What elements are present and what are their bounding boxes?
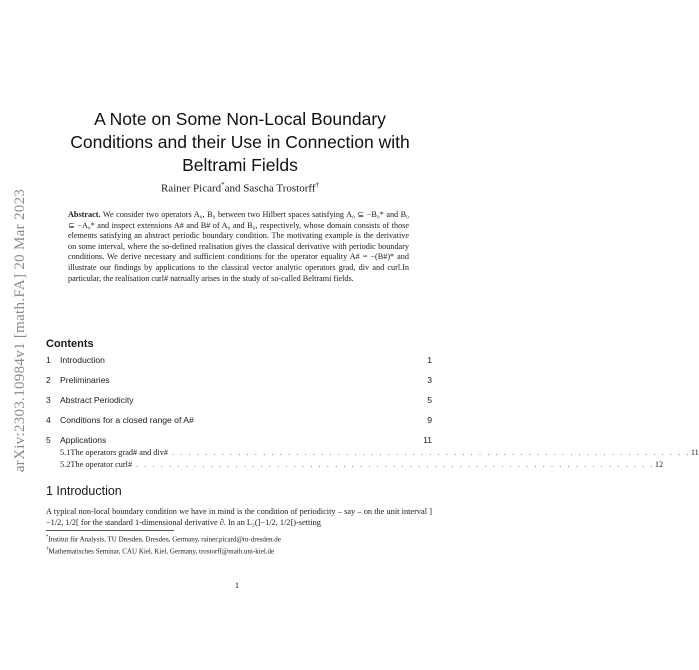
abstract-text: We consider two operators A₀, B₀ between two Hilbert spaces satisfying A₀ ⊆ −B₀* and B₀ ⊆ −A₀* and inspect extensions A# and B# of A₀ and B₀, respectively, whose domain consists of those elements satisfying an abstract periodic boundary condition. The motivating example is the derivative on some interval, where the so-defined realisation gives the classical derivative with periodic boundary conditions. We derive necessary and sufficient conditions for the operator equality A# = −(B#)* and illustrate our findings by applications to the classical vector analytic operators grad, div and curl.In particular, the realisation curl# natrually arises in the study of so-called Beltrami fields. bbox=[68, 210, 409, 283]
footnote-affiliation-2 bbox=[46, 545, 432, 557]
toc-entry-page: 11 bbox=[423, 435, 432, 445]
footnotes bbox=[46, 533, 432, 557]
toc-entry[interactable] bbox=[46, 415, 432, 428]
toc-entry-page: 1 bbox=[427, 355, 432, 365]
toc-entry-number: 4 bbox=[46, 415, 51, 425]
page-number: 1 bbox=[234, 580, 240, 590]
author-line bbox=[60, 181, 420, 195]
introduction-paragraph: A typical non-local boundary condition we have in mind is the condition of periodicity – say – on the unit interval ]−1/2, 1/2[ for the standard 1-dimensional derivative ∂. In an L₂(]−1/2, 1/2[)-setting bbox=[46, 507, 432, 527]
footnote-text: Mathematisches Seminar, CAU Kiel, Kiel, Germany, trostorff@math.uni-kiel.de bbox=[48, 547, 275, 556]
toc-entry-page: 5 bbox=[427, 395, 432, 405]
arxiv-identifier-stamp bbox=[6, 180, 36, 480]
toc-subentry-label: The operators grad# and div# bbox=[70, 448, 169, 457]
toc-entry-number: 2 bbox=[46, 375, 51, 385]
toc-entry[interactable] bbox=[46, 395, 432, 408]
author-conjunction: and Sascha Trostorff bbox=[224, 182, 316, 195]
abstract-label: Abstract. bbox=[68, 210, 101, 219]
paper-title: A Note on Some Non-Local Boundary Conditions and their Use in Connection with Beltrami Fields bbox=[70, 109, 410, 175]
toc-leader-dots: . . . . . . . . . . . . . . . . . . . . . . . . . . . . . . . . . . . . . . . . . . . . . . . . . . . . . . . . . . . . . . . bbox=[172, 449, 691, 457]
toc-entry-number: 1 bbox=[46, 355, 51, 365]
contents-heading: Contents bbox=[46, 338, 94, 350]
toc-subentry-number: 5.1 bbox=[60, 448, 71, 457]
toc-leader-dots: . . . . . . . . . . . . . . . . . . . . . . . . . . . . . . . . . . . . . . . . . . . . . . . . . . . . . . . . . . . . . . . bbox=[136, 461, 655, 469]
footnote-mark: † bbox=[46, 546, 49, 552]
toc-subentry-label: The operator curl# bbox=[70, 460, 133, 469]
toc-entry[interactable] bbox=[46, 375, 432, 388]
toc-entry-number: 3 bbox=[46, 395, 51, 405]
footnote-rule bbox=[46, 530, 174, 531]
abstract bbox=[68, 210, 409, 284]
toc-entry-number: 5 bbox=[46, 435, 51, 445]
author-name: Rainer Picard bbox=[160, 182, 222, 195]
toc-subentry-page: 11 bbox=[690, 448, 699, 457]
toc-subentry[interactable] bbox=[46, 460, 664, 473]
toc-entry-page: 9 bbox=[427, 415, 432, 425]
toc-entry-label: Applications bbox=[60, 435, 107, 445]
toc-entry-label: Conditions for a closed range of A# bbox=[60, 415, 194, 425]
affiliation-mark: † bbox=[315, 181, 320, 189]
footnote-text: Institut für Analysis, TU Dresden, Dresden, Germany, rainer.picard@tu-dresden.de bbox=[48, 535, 281, 544]
affiliation-mark: * bbox=[221, 181, 225, 189]
arxiv-identifier-text: arXiv:2303.10984v1 [math.FA] 20 Mar 2023 bbox=[12, 188, 29, 472]
toc-entry-label: Abstract Periodicity bbox=[60, 395, 134, 405]
footnote-affiliation-1 bbox=[46, 533, 432, 545]
toc-subentry-page: 12 bbox=[654, 460, 664, 469]
footnote-mark: * bbox=[46, 535, 49, 540]
toc-subentry-number: 5.2 bbox=[60, 460, 71, 469]
introduction-heading: 1 Introduction bbox=[46, 484, 122, 498]
toc-entry-label: Introduction bbox=[60, 355, 105, 365]
toc-entry[interactable] bbox=[46, 435, 432, 448]
toc-entry[interactable] bbox=[46, 355, 432, 368]
toc-entry-page: 3 bbox=[427, 375, 432, 385]
toc-entry-label: Preliminaries bbox=[60, 375, 110, 385]
